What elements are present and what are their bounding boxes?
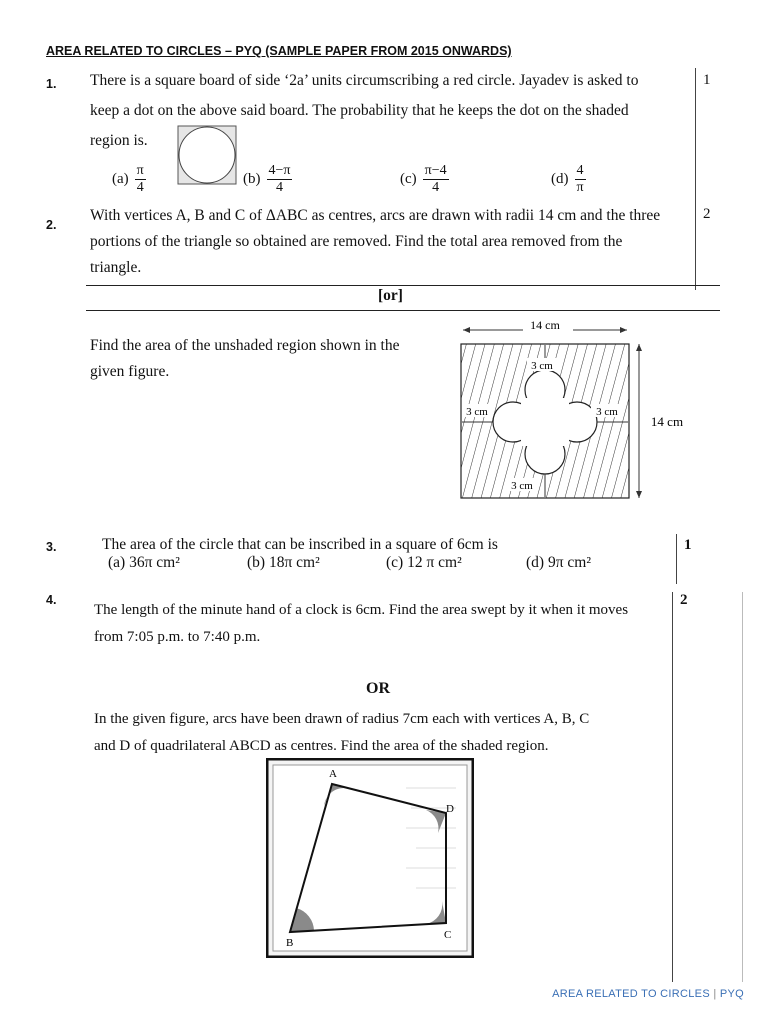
question-4-line-1: The length of the minute hand of a clock is 6cm. Find the area swept by it when it moves	[94, 602, 629, 618]
option-d-fraction	[575, 163, 586, 196]
question-1-line-3: region is.	[90, 132, 148, 149]
question-4-line-2: from 7:05 p.m. to 7:40 p.m.	[94, 629, 261, 645]
or-divider-top	[86, 285, 720, 286]
vertex-c-label: C	[444, 929, 452, 941]
option-a-fraction	[135, 163, 146, 196]
question-1-number: 1.	[46, 77, 57, 91]
page-title: AREA RELATED TO CIRCLES – PYQ (SAMPLE PAPER FROM 2015 ONWARDS)	[46, 44, 512, 58]
option-a-denominator: 4	[136, 180, 144, 195]
question-4-number: 4.	[46, 593, 57, 607]
question-4-right-border	[742, 592, 743, 982]
vertex-a-label: A	[329, 768, 337, 780]
question-1-option-b	[243, 163, 292, 196]
question-3-option-d: (d) 9π cm²	[526, 554, 591, 571]
question-1-line-1: There is a square board of side ‘2a’ units circumscribing a red circle. Jayadev is asked to	[90, 72, 639, 89]
question-3-text: The area of the circle that can be inscribed in a square of 6cm is	[102, 536, 498, 553]
question-2-alt-line-2: given figure.	[90, 363, 170, 380]
inner-label-left: 3 cm	[466, 406, 488, 418]
option-c-numerator: π−4	[424, 163, 447, 178]
question-3-option-b: (b) 18π cm²	[247, 554, 320, 571]
vertex-d-label: D	[446, 803, 454, 815]
question-1-option-d	[551, 163, 586, 196]
option-c-denominator: 4	[432, 180, 440, 195]
option-a-numerator: π	[136, 163, 144, 178]
question-3-divider	[676, 534, 677, 584]
footer-suffix: PYQ	[719, 988, 744, 1000]
option-b-numerator: 4−π	[268, 163, 291, 178]
option-d-label: (d)	[551, 171, 569, 187]
question-1-marks: 1	[703, 72, 711, 88]
question-4-marks: 2	[680, 592, 688, 608]
inner-label-bottom: 3 cm	[511, 480, 533, 492]
quadrilateral-figure	[266, 758, 474, 958]
option-c-fraction	[423, 163, 449, 196]
option-a-label: (a)	[112, 171, 129, 187]
option-c-label: (c)	[400, 171, 417, 187]
vertex-b-label: B	[286, 937, 294, 949]
question-4-alt-line-2: and D of quadrilateral ABCD as centres. Find the area of the shaded region.	[94, 738, 549, 754]
question-1-line-2: keep a dot on the above said board. The probability that he keeps the dot on the shaded	[90, 102, 629, 119]
footer-separator: |	[713, 988, 717, 1000]
question-4-divider	[672, 592, 673, 982]
option-b-fraction	[267, 163, 293, 196]
inner-label-top: 3 cm	[531, 360, 553, 372]
question-2-or: [or]	[378, 287, 403, 304]
option-d-denominator: π	[576, 180, 584, 195]
square-circle-figure	[177, 125, 239, 185]
unshaded-region-figure	[455, 316, 695, 506]
question-2-marks: 2	[703, 206, 711, 222]
question-2-line-2: portions of the triangle so obtained are removed. Find the total area removed from the	[90, 233, 623, 250]
inner-label-right: 3 cm	[596, 406, 618, 418]
question-1-option-c	[400, 163, 449, 196]
question-2-number: 2.	[46, 218, 57, 232]
option-d-numerator: 4	[575, 163, 586, 180]
question-1-option-a	[112, 163, 146, 196]
or-divider-bottom	[86, 310, 720, 311]
footer-title: AREA RELATED TO CIRCLES	[552, 988, 710, 1000]
option-b-label: (b)	[243, 171, 261, 187]
question-4-alt-line-1: In the given figure, arcs have been drawn of radius 7cm each with vertices A, B, C	[94, 711, 590, 727]
side-dimension-label: 14 cm	[650, 414, 684, 429]
question-3-number: 3.	[46, 540, 57, 554]
option-b-denominator: 4	[275, 180, 283, 195]
question-2-line-1: With vertices A, B and C of ΔABC as centres, arcs are drawn with radii 14 cm and the three	[90, 207, 661, 224]
question-3-marks: 1	[684, 537, 692, 553]
top-dimension-label: 14 cm	[530, 318, 560, 332]
question-3-option-a: (a) 36π cm²	[108, 554, 180, 571]
question-4-or: OR	[366, 680, 390, 697]
marks-divider	[695, 68, 696, 290]
page-footer	[552, 988, 744, 1000]
question-3-option-c: (c) 12 π cm²	[386, 554, 462, 571]
question-2-line-3: triangle.	[90, 259, 142, 276]
question-2-alt-line-1: Find the area of the unshaded region shown in the	[90, 337, 400, 354]
